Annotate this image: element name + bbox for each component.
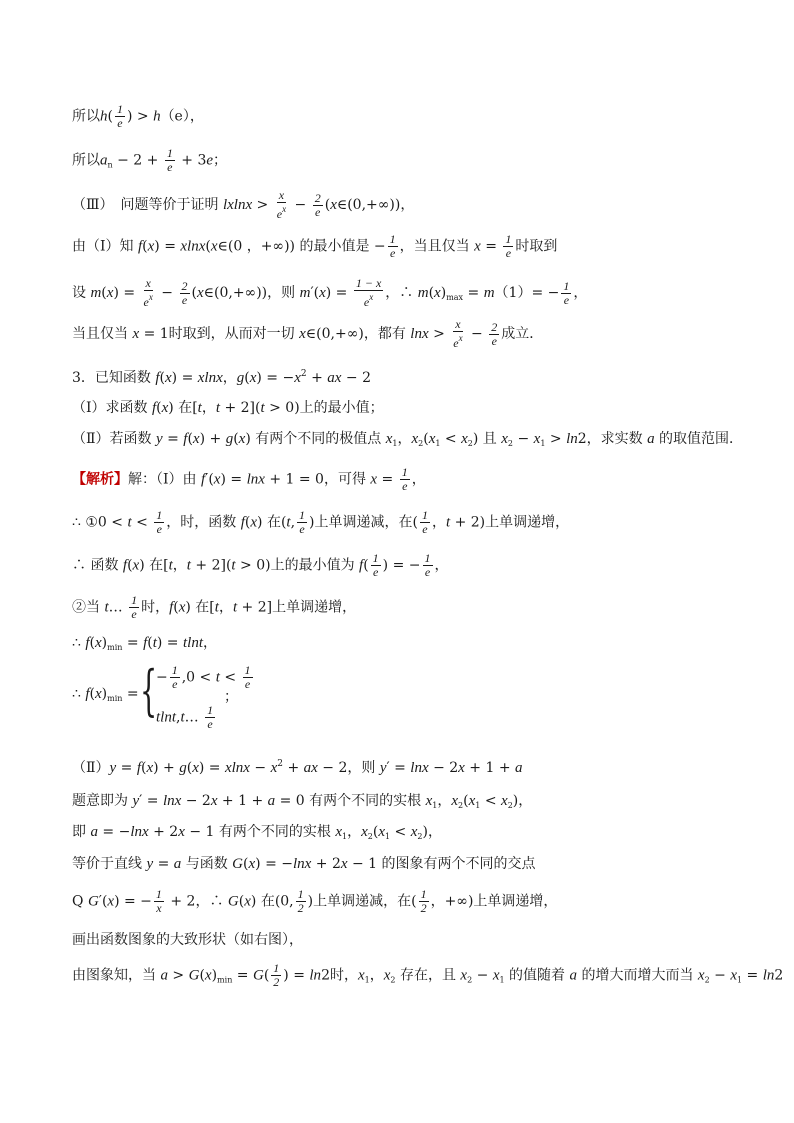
line-3: （Ⅲ） 问题等价于证明 lxlnx > $\frac{x}{e^x}$ − $\frac{2}{e}$ (x∈(0,+∞))， bbox=[72, 188, 415, 221]
line-8: （Ⅰ）求函数 f(x) 在[t，t + 2](t > 0)上的最小值； bbox=[72, 400, 384, 416]
line-13: ②当 t… $\frac{1}{e}$ 时，f(x) 在[t，t + 2]上单调递增， bbox=[72, 593, 357, 621]
line-17: 题意即为 y′ = lnx − 2x + 1 + a = 0 有两个不同的实根 $x_1$，$x_2(x_1 < x_2)$， bbox=[72, 793, 533, 810]
piecewise-definition: ∴ $f(x)_{min}$ = { − $\frac{1}{e}$ ,0 < t < $\frac{1}{e}$ ； tlnt,t… $\frac{1}{e}$ bbox=[72, 659, 251, 731]
line-9: （Ⅱ）若函数 y = f(x) + g(x) 有两个不同的极值点 $x_1$，$x_2(x_1 < x_2)$ 且 $x_2 - x_1 > \ln 2$，求实数 a 的取值范围． bbox=[72, 431, 744, 448]
line-14: ∴ $f(x)_{min} = f(t) = tlnt$， bbox=[72, 635, 217, 652]
line-11: ∴ ①0 < t < $\frac{1}{e}$ ，时，函数 f(x) 在(t, $\frac{1}{e}$ )上单调递减，在( $\frac{1}{e}$ ，t + 2)上单调递增， bbox=[72, 508, 570, 536]
line-20: Q G′(x) = − $\frac{1}{x}$ + 2，∴ G(x) 在(0, $\frac{1}{2}$ )上单调递减，在( $\frac{1}{2}$ ，+∞)上单调递增， bbox=[72, 887, 558, 915]
line-10: 【解析】解：（Ⅰ）由 f′(x) = lnx + 1 = 0，可得 x = $\frac{1}{e}$ ， bbox=[72, 465, 426, 493]
line-6: 当且仅当 x = 1时取到，从而对一切 x∈(0,+∞)，都有 lnx > $\frac{x}{e^x}$ − $\frac{2}{e}$ 成立． bbox=[72, 317, 544, 350]
line-21: 画出函数图象的大致形状（如右图）， bbox=[72, 932, 303, 948]
analysis-tag: 【解析】 bbox=[72, 471, 128, 488]
line-4: 由（Ⅰ）知 f(x) = xlnx(x∈(0 ，+∞)) 的最小值是 − $\frac{1}{e}$ ，当且仅当 x = $\frac{1}{e}$ 时取到 bbox=[72, 232, 558, 260]
line-5: 设 m(x) = $\frac{x}{e^x}$ − $\frac{2}{e}$ (x∈(0,+∞))，则 m′(x) = $\frac{1 - x}{e^x}$ ，∴ $m(x)_{max} = m(1)=$ − $\frac{1}{e}$ ， bbox=[72, 276, 588, 309]
line-12: ∴ 函数 f(x) 在[t，t + 2](t > 0)上的最小值为 f( $\frac{1}{e}$ ) = − $\frac{1}{e}$ ， bbox=[72, 551, 449, 579]
line-19: 等价于直线 y = a 与函数 G(x) = −lnx + 2x − 1 的图象有两个不同的交点 bbox=[72, 856, 536, 872]
line-7: 3．已知函数 f(x) = xlnx，$g(x) = -x^2$ + ax − 2 bbox=[72, 369, 371, 386]
line-1: 所以h( $\frac{1}{e}$ ) > h（e）， bbox=[72, 102, 204, 130]
line-2: 所以$a_n - 2$ + $\frac{1}{e}$ + 3e； bbox=[72, 146, 228, 174]
line-16: （Ⅱ）y = $f(x) + g(x) = xlnx - x^2$ + ax − 2，则 y′ = lnx − 2x + 1 + a bbox=[72, 759, 523, 776]
line-22: 由图象知，当 $a > G(x)_{min} = G$( $\frac{1}{2}$ ) = ln2时，$x_1$，$x_2$ 存在，且 $x_2 - x_1$ 的值随着 a 的增大而增大而当 $x_2 - x_1 = \ln 2$ bbox=[72, 961, 784, 989]
line-18: 即 a = −lnx + 2x − 1 有两个不同的实根 $x_1$，$x_2(x_1 < x_2)$， bbox=[72, 824, 442, 841]
